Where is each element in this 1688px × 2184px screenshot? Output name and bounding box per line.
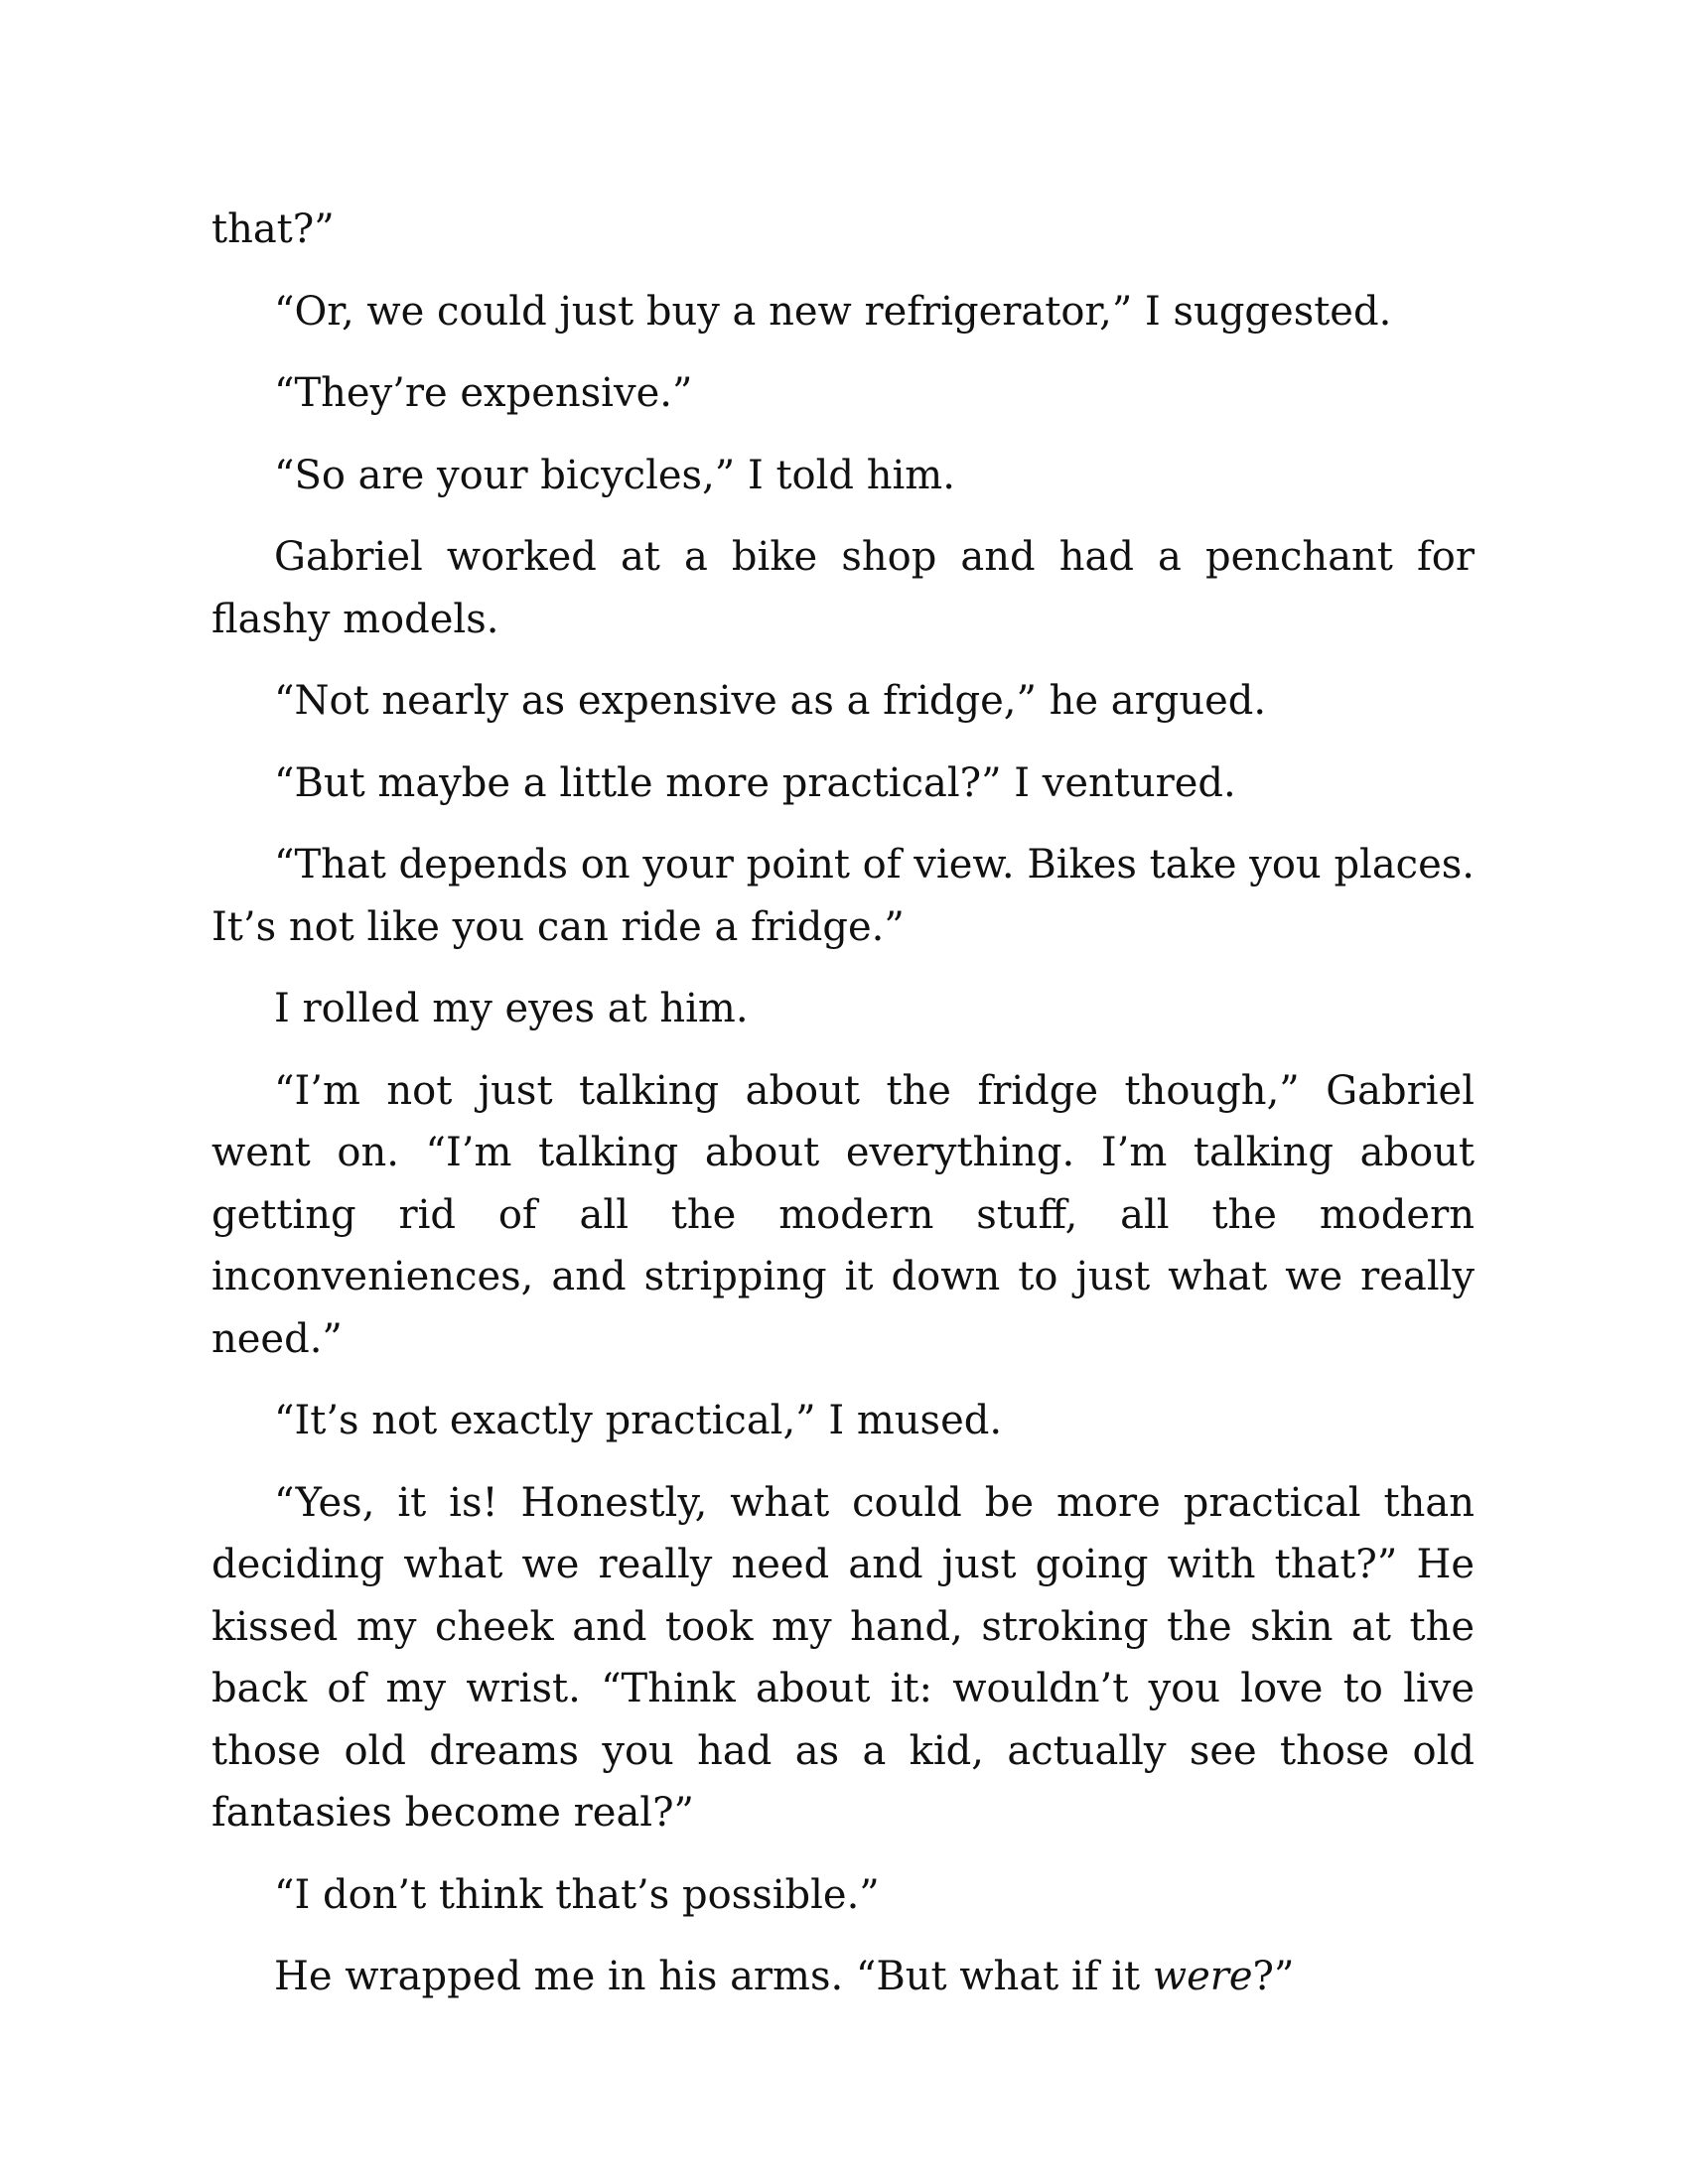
book-page (211, 199, 1475, 2028)
final-text-after: ?” (1252, 1954, 1295, 1999)
paragraph: “Not nearly as expensive as a fridge,” he argued. (274, 678, 1267, 724)
final-text-before: He wrapped me in his arms. “But what if it (274, 1954, 1153, 1999)
paragraph: “I’m not just talking about the fridge though,” Gabriel went on. “I’m talking about everything. I’m talking about getting rid of all the modern stuff, all the modern inconveniences, and stripping it down to just what we really need.” (211, 1067, 1475, 1362)
paragraph: Gabriel worked at a bike shop and had a penchant for flashy models. (211, 534, 1475, 642)
paragraph: “Or, we could just buy a new refrigerator,” I suggested. (274, 288, 1392, 335)
paragraph-continuation: that?” (211, 206, 335, 252)
paragraph: “It’s not exactly practical,” I mused. (274, 1398, 1003, 1443)
final-text-emphasis: were (1152, 1954, 1253, 1999)
paragraph: “I don’t think that’s possible.” (274, 1871, 880, 1918)
paragraph-final (211, 1946, 1475, 2008)
paragraph: “But maybe a little more practical?” I ventured. (274, 759, 1236, 806)
paragraph: “That depends on your point of view. Bikes take you places. It’s not like you can ride a fridge.” (211, 842, 1475, 950)
paragraph: “Yes, it is! Honestly, what could be more practical than deciding what we really need and just going with that?” He kissed my cheek and took my hand, stroking the skin at the back of my wrist. “Think about it: wouldn’t you love to live those old dreams you had as a kid, actually see those old fantasies become real?” (211, 1479, 1475, 1836)
paragraph: I rolled my eyes at him. (274, 986, 749, 1031)
paragraph: “So are your bicycles,” I told him. (274, 452, 955, 498)
paragraph: “They’re expensive.” (274, 370, 693, 416)
